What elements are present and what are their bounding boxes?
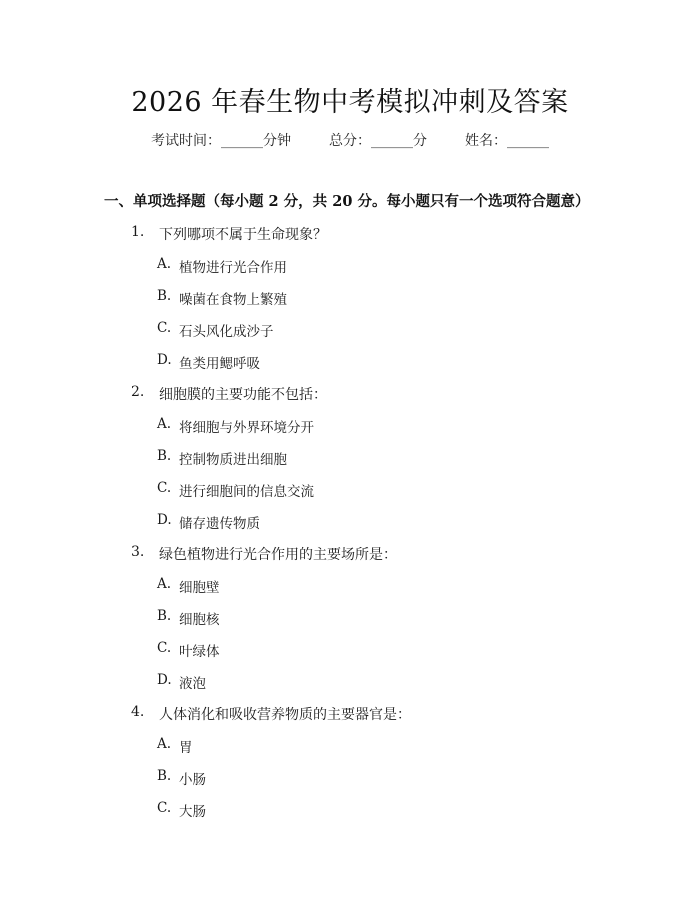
option (157, 288, 287, 308)
option (157, 576, 220, 596)
section-heading: 一、单项选择题（每小题 2 分，共 20 分。每小题只有一个选项符合题意） (104, 193, 590, 210)
question-number: 4. (131, 704, 145, 720)
question-3 (131, 544, 397, 564)
option (157, 736, 193, 756)
option (157, 608, 220, 628)
option-letter: D. (157, 512, 172, 528)
question-text: 绿色植物进行光合作用的主要场所是： (159, 547, 397, 563)
option-letter: B. (157, 288, 172, 304)
option (157, 448, 287, 468)
option-text: 鱼类用鳃呼吸 (179, 356, 260, 372)
question-number: 2. (131, 384, 145, 400)
option-letter: C. (157, 640, 172, 656)
option-text: 将细胞与外界环境分开 (179, 420, 314, 436)
option-text: 细胞壁 (179, 580, 220, 596)
option (157, 768, 206, 788)
option-letter: A. (157, 416, 172, 432)
option-letter: A. (157, 736, 172, 752)
option (157, 480, 314, 500)
question-text: 人体消化和吸收营养物质的主要器官是： (159, 707, 411, 723)
option (157, 512, 260, 532)
option-letter: A. (157, 256, 172, 272)
option (157, 416, 314, 436)
option-text: 控制物质进出细胞 (179, 452, 287, 468)
option-text: 细胞核 (179, 612, 220, 628)
option-letter: C. (157, 800, 172, 816)
student-name: 姓名：______ (465, 133, 549, 149)
option-letter: D. (157, 352, 172, 368)
option-text: 胃 (179, 740, 193, 756)
exam-time: 考试时间：______分钟 (151, 133, 291, 149)
page-title: 2026 年春生物中考模拟冲刺及答案 (131, 87, 569, 118)
option (157, 320, 274, 340)
option (157, 256, 287, 276)
option (157, 640, 220, 660)
question-2 (131, 384, 327, 404)
total-score: 总分：______分 (329, 133, 427, 149)
question-4 (131, 704, 411, 724)
option-text: 小肠 (179, 772, 206, 788)
option-letter: C. (157, 320, 172, 336)
option-letter: C. (157, 480, 172, 496)
option-text: 进行细胞间的信息交流 (179, 484, 314, 500)
option (157, 800, 206, 820)
option-letter: B. (157, 608, 172, 624)
option-letter: D. (157, 672, 172, 688)
option-letter: B. (157, 448, 172, 464)
question-text: 细胞膜的主要功能不包括： (159, 387, 327, 403)
option-letter: B. (157, 768, 172, 784)
option-text: 储存遗传物质 (179, 516, 260, 532)
option (157, 352, 260, 372)
option-text: 植物进行光合作用 (179, 260, 287, 276)
option (157, 672, 206, 692)
option-text: 噪菌在食物上繁殖 (179, 292, 287, 308)
question-number: 1. (131, 224, 145, 240)
exam-meta (0, 130, 700, 150)
option-text: 石头风化成沙子 (179, 324, 274, 340)
question-number: 3. (131, 544, 145, 560)
option-text: 叶绿体 (179, 644, 220, 660)
option-letter: A. (157, 576, 172, 592)
question-1 (131, 224, 327, 244)
option-text: 大肠 (179, 804, 206, 820)
question-text: 下列哪项不属于生命现象？ (159, 227, 327, 243)
option-text: 液泡 (179, 676, 206, 692)
